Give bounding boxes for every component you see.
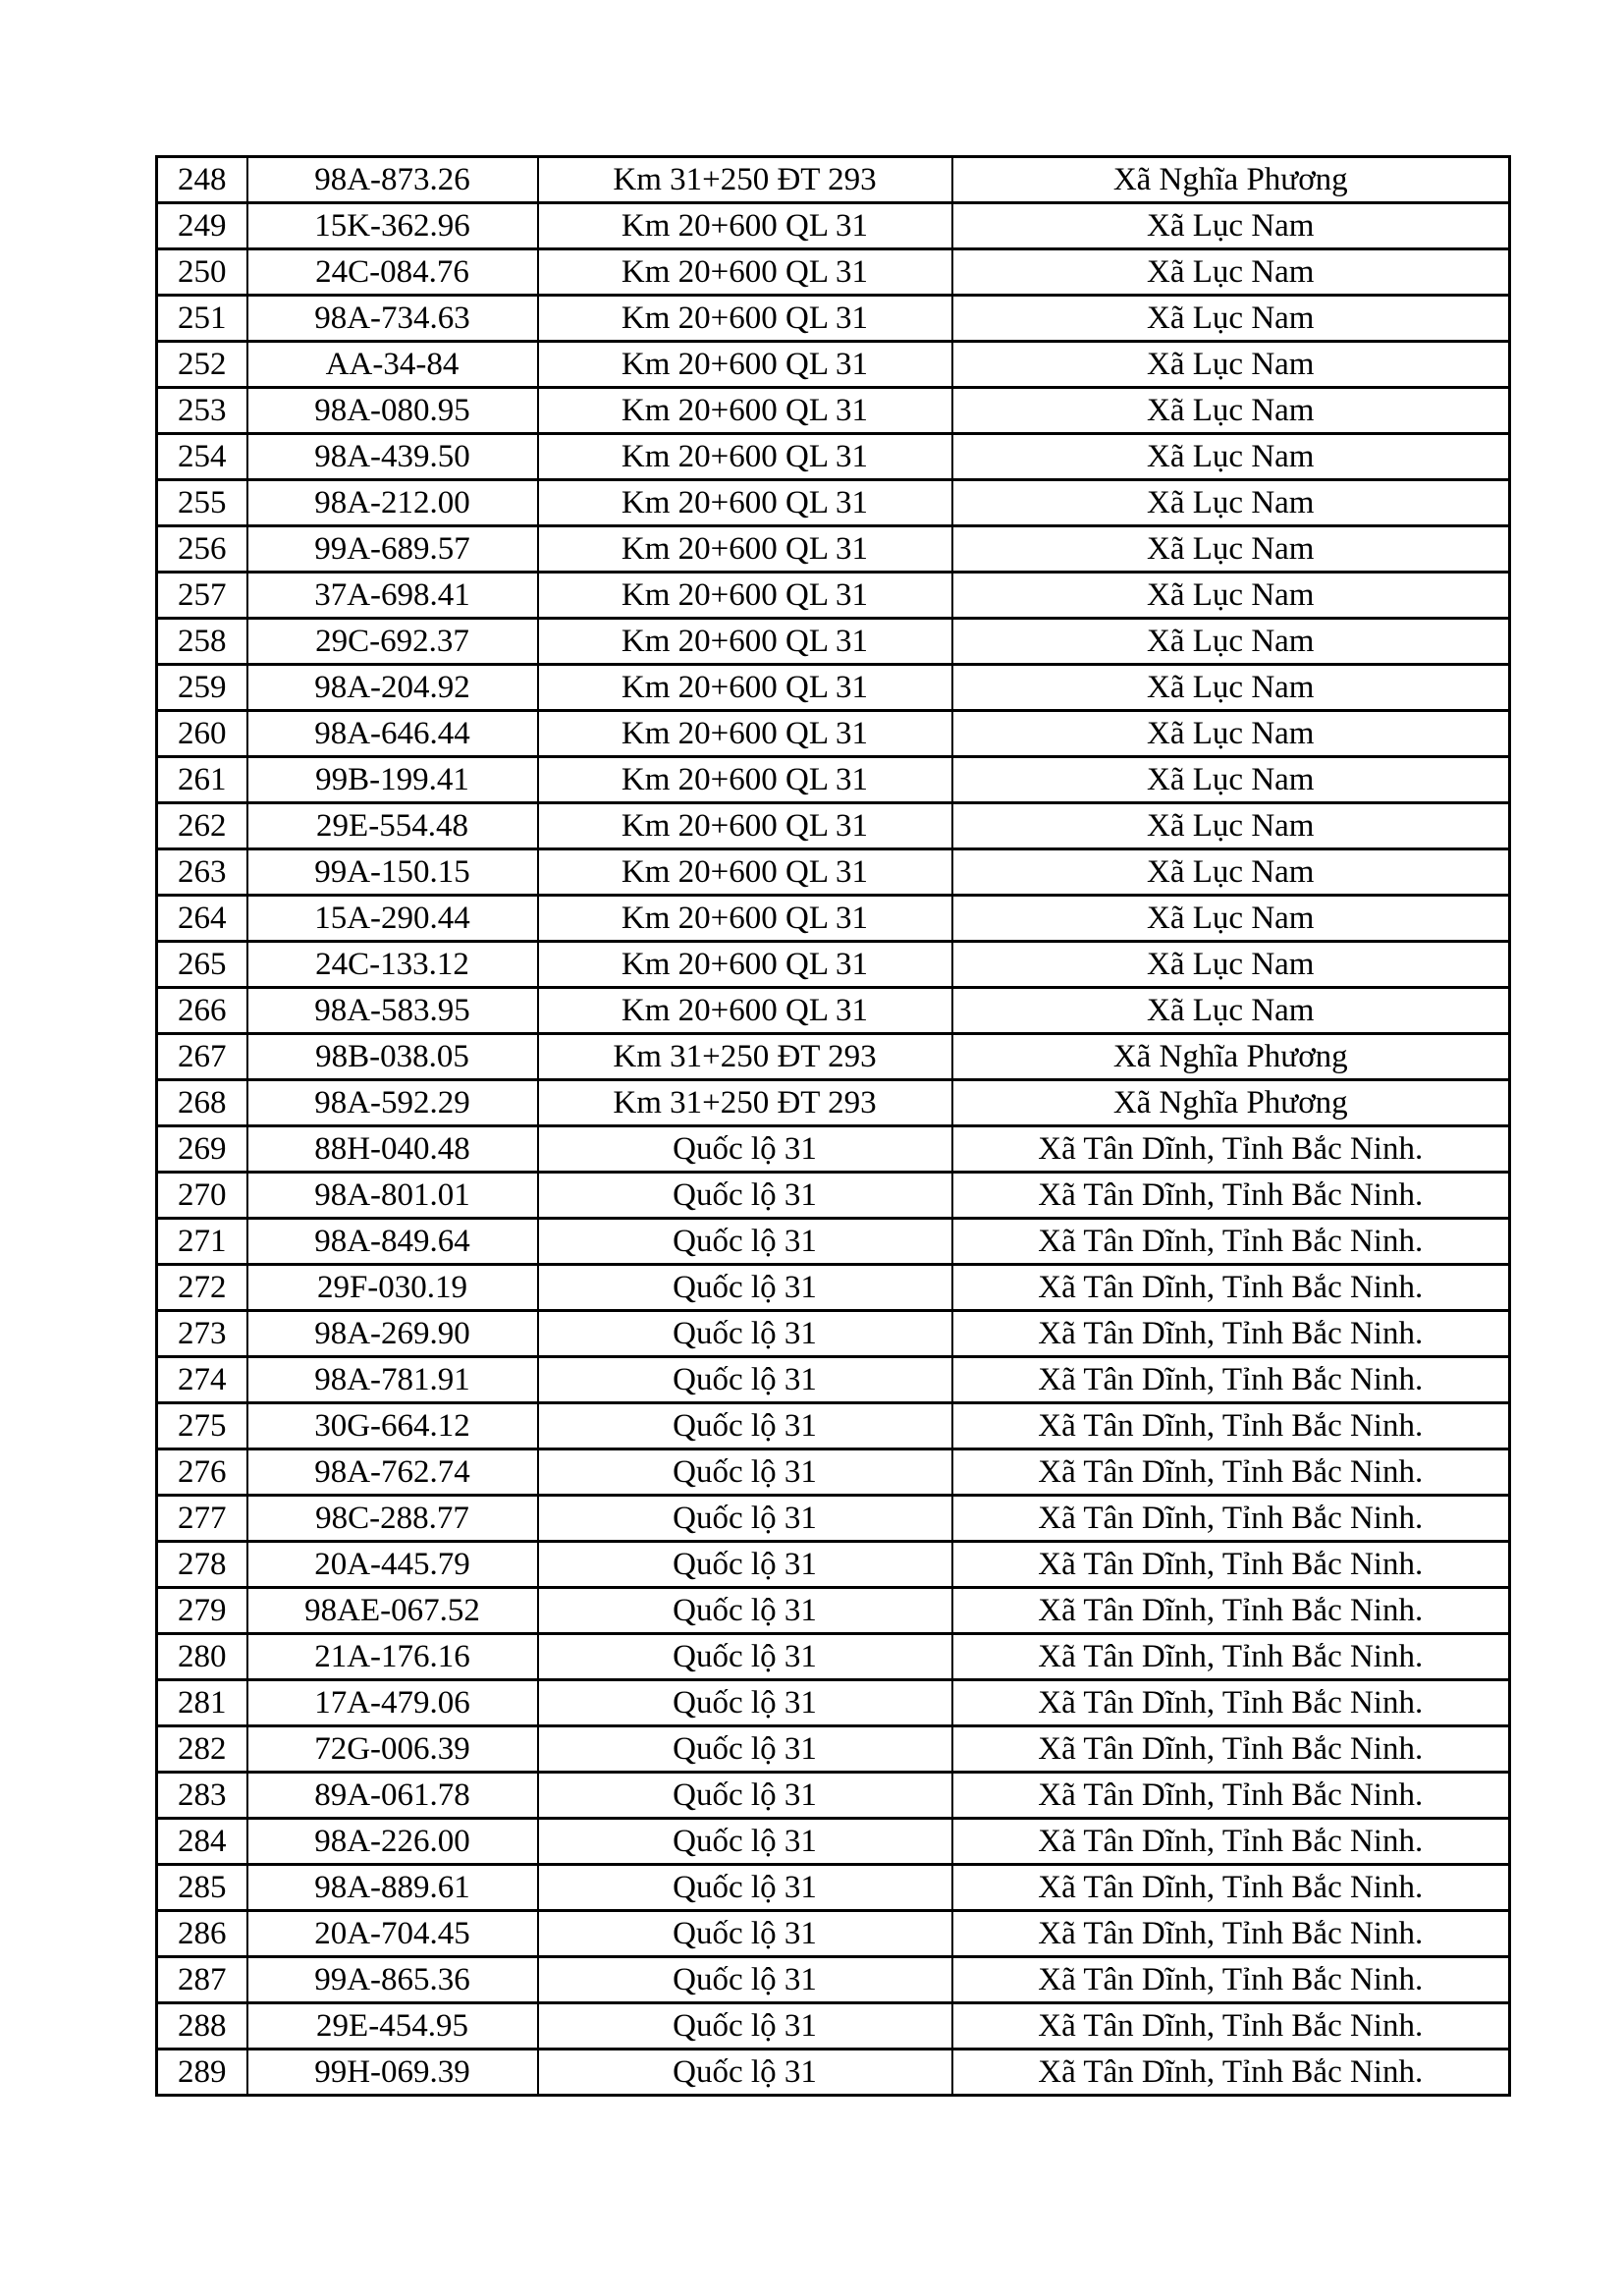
cell-row-number: 284 [157, 1819, 247, 1865]
cell-commune: Xã Lục Nam [952, 388, 1510, 434]
cell-license-plate: 15K-362.96 [247, 203, 538, 249]
cell-location: Quốc lộ 31 [538, 1173, 952, 1219]
cell-row-number: 274 [157, 1357, 247, 1403]
table-row [157, 2050, 1510, 2096]
cell-commune: Xã Lục Nam [952, 203, 1510, 249]
table-row [157, 1957, 1510, 2003]
cell-row-number: 250 [157, 249, 247, 296]
cell-commune: Xã Tân Dĩnh, Tỉnh Bắc Ninh. [952, 2050, 1510, 2096]
cell-row-number: 251 [157, 296, 247, 342]
table-row [157, 1080, 1510, 1126]
cell-commune: Xã Tân Dĩnh, Tỉnh Bắc Ninh. [952, 2003, 1510, 2050]
cell-row-number: 267 [157, 1034, 247, 1080]
cell-commune: Xã Lục Nam [952, 342, 1510, 388]
cell-row-number: 272 [157, 1265, 247, 1311]
table-row [157, 988, 1510, 1034]
cell-location: Km 20+600 QL 31 [538, 342, 952, 388]
table-row [157, 526, 1510, 573]
cell-location: Quốc lộ 31 [538, 1588, 952, 1634]
cell-row-number: 264 [157, 896, 247, 942]
table-row [157, 1496, 1510, 1542]
cell-row-number: 262 [157, 803, 247, 849]
cell-license-plate: 98A-583.95 [247, 988, 538, 1034]
cell-row-number: 248 [157, 157, 247, 203]
table-row [157, 1311, 1510, 1357]
cell-location: Quốc lộ 31 [538, 1542, 952, 1588]
cell-license-plate: 98A-889.61 [247, 1865, 538, 1911]
cell-license-plate: 98A-226.00 [247, 1819, 538, 1865]
cell-row-number: 281 [157, 1680, 247, 1726]
cell-license-plate: 98A-204.92 [247, 665, 538, 711]
table-row [157, 480, 1510, 526]
table-row [157, 573, 1510, 619]
table-row [157, 665, 1510, 711]
cell-row-number: 286 [157, 1911, 247, 1957]
cell-license-plate: 17A-479.06 [247, 1680, 538, 1726]
cell-row-number: 271 [157, 1219, 247, 1265]
cell-license-plate: 98C-288.77 [247, 1496, 538, 1542]
table-row [157, 203, 1510, 249]
table-row [157, 342, 1510, 388]
cell-row-number: 269 [157, 1126, 247, 1173]
table-row [157, 1634, 1510, 1680]
cell-commune: Xã Lục Nam [952, 573, 1510, 619]
cell-location: Km 20+600 QL 31 [538, 296, 952, 342]
cell-row-number: 282 [157, 1726, 247, 1773]
cell-license-plate: 98A-801.01 [247, 1173, 538, 1219]
cell-location: Quốc lộ 31 [538, 1403, 952, 1449]
cell-commune: Xã Lục Nam [952, 480, 1510, 526]
cell-license-plate: 98A-080.95 [247, 388, 538, 434]
cell-license-plate: 29E-554.48 [247, 803, 538, 849]
cell-commune: Xã Tân Dĩnh, Tỉnh Bắc Ninh. [952, 1219, 1510, 1265]
cell-row-number: 266 [157, 988, 247, 1034]
cell-license-plate: 29C-692.37 [247, 619, 538, 665]
cell-commune: Xã Lục Nam [952, 619, 1510, 665]
cell-location: Quốc lộ 31 [538, 1449, 952, 1496]
table-row [157, 1034, 1510, 1080]
cell-license-plate: 98A-762.74 [247, 1449, 538, 1496]
cell-commune: Xã Tân Dĩnh, Tỉnh Bắc Ninh. [952, 1911, 1510, 1957]
cell-license-plate: 15A-290.44 [247, 896, 538, 942]
cell-row-number: 276 [157, 1449, 247, 1496]
cell-location: Quốc lộ 31 [538, 1126, 952, 1173]
cell-commune: Xã Tân Dĩnh, Tỉnh Bắc Ninh. [952, 1449, 1510, 1496]
cell-row-number: 258 [157, 619, 247, 665]
table-row [157, 1126, 1510, 1173]
cell-commune: Xã Tân Dĩnh, Tỉnh Bắc Ninh. [952, 1542, 1510, 1588]
cell-commune: Xã Tân Dĩnh, Tỉnh Bắc Ninh. [952, 1357, 1510, 1403]
cell-commune: Xã Nghĩa Phương [952, 1080, 1510, 1126]
cell-row-number: 255 [157, 480, 247, 526]
table-row [157, 849, 1510, 896]
table-row [157, 1865, 1510, 1911]
cell-license-plate: 72G-006.39 [247, 1726, 538, 1773]
cell-license-plate: 20A-704.45 [247, 1911, 538, 1957]
cell-commune: Xã Tân Dĩnh, Tỉnh Bắc Ninh. [952, 1311, 1510, 1357]
cell-row-number: 268 [157, 1080, 247, 1126]
cell-commune: Xã Lục Nam [952, 249, 1510, 296]
table-row [157, 1726, 1510, 1773]
table-row [157, 1542, 1510, 1588]
cell-row-number: 279 [157, 1588, 247, 1634]
cell-license-plate: 99A-689.57 [247, 526, 538, 573]
table-row [157, 757, 1510, 803]
cell-license-plate: 98A-212.00 [247, 480, 538, 526]
cell-license-plate: 29E-454.95 [247, 2003, 538, 2050]
cell-license-plate: 99A-865.36 [247, 1957, 538, 2003]
cell-commune: Xã Lục Nam [952, 526, 1510, 573]
table-row [157, 434, 1510, 480]
cell-row-number: 254 [157, 434, 247, 480]
table-row [157, 388, 1510, 434]
table-row [157, 1588, 1510, 1634]
cell-location: Km 20+600 QL 31 [538, 896, 952, 942]
cell-row-number: 253 [157, 388, 247, 434]
cell-location: Quốc lộ 31 [538, 1865, 952, 1911]
cell-license-plate: 98B-038.05 [247, 1034, 538, 1080]
cell-commune: Xã Tân Dĩnh, Tỉnh Bắc Ninh. [952, 1265, 1510, 1311]
cell-commune: Xã Tân Dĩnh, Tỉnh Bắc Ninh. [952, 1726, 1510, 1773]
table-row [157, 1773, 1510, 1819]
cell-license-plate: 29F-030.19 [247, 1265, 538, 1311]
cell-license-plate: 98AE-067.52 [247, 1588, 538, 1634]
cell-commune: Xã Lục Nam [952, 849, 1510, 896]
cell-commune: Xã Tân Dĩnh, Tỉnh Bắc Ninh. [952, 1126, 1510, 1173]
cell-license-plate: 98A-781.91 [247, 1357, 538, 1403]
table-row [157, 711, 1510, 757]
cell-location: Quốc lộ 31 [538, 1634, 952, 1680]
cell-commune: Xã Tân Dĩnh, Tỉnh Bắc Ninh. [952, 1173, 1510, 1219]
cell-commune: Xã Tân Dĩnh, Tỉnh Bắc Ninh. [952, 1588, 1510, 1634]
cell-location: Km 20+600 QL 31 [538, 849, 952, 896]
cell-commune: Xã Tân Dĩnh, Tỉnh Bắc Ninh. [952, 1957, 1510, 2003]
cell-license-plate: 30G-664.12 [247, 1403, 538, 1449]
cell-commune: Xã Tân Dĩnh, Tỉnh Bắc Ninh. [952, 1865, 1510, 1911]
cell-license-plate: 99A-150.15 [247, 849, 538, 896]
table-row [157, 1911, 1510, 1957]
cell-location: Quốc lộ 31 [538, 1726, 952, 1773]
cell-license-plate: 98A-439.50 [247, 434, 538, 480]
cell-license-plate: 99B-199.41 [247, 757, 538, 803]
cell-license-plate: AA-34-84 [247, 342, 538, 388]
cell-commune: Xã Lục Nam [952, 665, 1510, 711]
cell-commune: Xã Lục Nam [952, 296, 1510, 342]
cell-commune: Xã Nghĩa Phương [952, 1034, 1510, 1080]
cell-commune: Xã Tân Dĩnh, Tỉnh Bắc Ninh. [952, 1496, 1510, 1542]
table-row [157, 249, 1510, 296]
cell-location: Quốc lộ 31 [538, 2050, 952, 2096]
cell-location: Quốc lộ 31 [538, 2003, 952, 2050]
cell-location: Km 31+250 ĐT 293 [538, 1034, 952, 1080]
cell-location: Km 20+600 QL 31 [538, 942, 952, 988]
cell-location: Quốc lộ 31 [538, 1819, 952, 1865]
cell-license-plate: 21A-176.16 [247, 1634, 538, 1680]
cell-commune: Xã Lục Nam [952, 942, 1510, 988]
cell-row-number: 287 [157, 1957, 247, 2003]
table-row [157, 1449, 1510, 1496]
table-row [157, 942, 1510, 988]
cell-commune: Xã Lục Nam [952, 711, 1510, 757]
cell-commune: Xã Lục Nam [952, 896, 1510, 942]
table-row [157, 296, 1510, 342]
cell-location: Quốc lộ 31 [538, 1957, 952, 2003]
cell-location: Quốc lộ 31 [538, 1357, 952, 1403]
cell-row-number: 265 [157, 942, 247, 988]
cell-location: Quốc lộ 31 [538, 1911, 952, 1957]
cell-row-number: 260 [157, 711, 247, 757]
cell-license-plate: 98A-873.26 [247, 157, 538, 203]
cell-row-number: 273 [157, 1311, 247, 1357]
cell-commune: Xã Lục Nam [952, 988, 1510, 1034]
cell-location: Km 20+600 QL 31 [538, 203, 952, 249]
cell-location: Km 20+600 QL 31 [538, 803, 952, 849]
cell-location: Km 20+600 QL 31 [538, 988, 952, 1034]
cell-commune: Xã Tân Dĩnh, Tỉnh Bắc Ninh. [952, 1819, 1510, 1865]
table-row [157, 1819, 1510, 1865]
cell-location: Quốc lộ 31 [538, 1219, 952, 1265]
cell-commune: Xã Tân Dĩnh, Tỉnh Bắc Ninh. [952, 1634, 1510, 1680]
cell-location: Quốc lộ 31 [538, 1496, 952, 1542]
cell-license-plate: 98A-734.63 [247, 296, 538, 342]
table-row [157, 1403, 1510, 1449]
cell-row-number: 275 [157, 1403, 247, 1449]
cell-location: Quốc lộ 31 [538, 1265, 952, 1311]
cell-commune: Xã Lục Nam [952, 803, 1510, 849]
cell-commune: Xã Tân Dĩnh, Tỉnh Bắc Ninh. [952, 1773, 1510, 1819]
cell-license-plate: 99H-069.39 [247, 2050, 538, 2096]
table-row [157, 1357, 1510, 1403]
cell-commune: Xã Tân Dĩnh, Tỉnh Bắc Ninh. [952, 1403, 1510, 1449]
cell-row-number: 259 [157, 665, 247, 711]
cell-location: Km 20+600 QL 31 [538, 619, 952, 665]
cell-commune: Xã Lục Nam [952, 757, 1510, 803]
table-row [157, 1265, 1510, 1311]
cell-row-number: 256 [157, 526, 247, 573]
cell-location: Quốc lộ 31 [538, 1311, 952, 1357]
cell-license-plate: 37A-698.41 [247, 573, 538, 619]
cell-row-number: 257 [157, 573, 247, 619]
cell-commune: Xã Nghĩa Phương [952, 157, 1510, 203]
cell-license-plate: 98A-269.90 [247, 1311, 538, 1357]
cell-row-number: 278 [157, 1542, 247, 1588]
cell-location: Quốc lộ 31 [538, 1680, 952, 1726]
cell-location: Km 20+600 QL 31 [538, 665, 952, 711]
cell-license-plate: 20A-445.79 [247, 1542, 538, 1588]
table-row [157, 619, 1510, 665]
cell-location: Km 31+250 ĐT 293 [538, 1080, 952, 1126]
table-row [157, 1219, 1510, 1265]
cell-commune: Xã Tân Dĩnh, Tỉnh Bắc Ninh. [952, 1680, 1510, 1726]
cell-location: Km 31+250 ĐT 293 [538, 157, 952, 203]
cell-license-plate: 24C-084.76 [247, 249, 538, 296]
table-row [157, 157, 1510, 203]
cell-row-number: 289 [157, 2050, 247, 2096]
cell-location: Km 20+600 QL 31 [538, 757, 952, 803]
cell-row-number: 261 [157, 757, 247, 803]
cell-location: Quốc lộ 31 [538, 1773, 952, 1819]
table-row [157, 896, 1510, 942]
table-row [157, 2003, 1510, 2050]
table-row [157, 1173, 1510, 1219]
cell-row-number: 277 [157, 1496, 247, 1542]
cell-row-number: 285 [157, 1865, 247, 1911]
cell-license-plate: 98A-646.44 [247, 711, 538, 757]
cell-row-number: 263 [157, 849, 247, 896]
cell-location: Km 20+600 QL 31 [538, 249, 952, 296]
table-row [157, 1680, 1510, 1726]
cell-row-number: 249 [157, 203, 247, 249]
cell-location: Km 20+600 QL 31 [538, 526, 952, 573]
cell-row-number: 252 [157, 342, 247, 388]
vehicle-violation-table [155, 155, 1511, 2097]
cell-row-number: 288 [157, 2003, 247, 2050]
cell-row-number: 283 [157, 1773, 247, 1819]
table-row [157, 803, 1510, 849]
cell-location: Km 20+600 QL 31 [538, 480, 952, 526]
cell-commune: Xã Lục Nam [952, 434, 1510, 480]
cell-location: Km 20+600 QL 31 [538, 711, 952, 757]
cell-license-plate: 24C-133.12 [247, 942, 538, 988]
table-body [157, 157, 1510, 2096]
cell-location: Km 20+600 QL 31 [538, 388, 952, 434]
cell-license-plate: 98A-849.64 [247, 1219, 538, 1265]
cell-row-number: 270 [157, 1173, 247, 1219]
cell-row-number: 280 [157, 1634, 247, 1680]
cell-location: Km 20+600 QL 31 [538, 434, 952, 480]
cell-license-plate: 98A-592.29 [247, 1080, 538, 1126]
cell-location: Km 20+600 QL 31 [538, 573, 952, 619]
cell-license-plate: 88H-040.48 [247, 1126, 538, 1173]
cell-license-plate: 89A-061.78 [247, 1773, 538, 1819]
